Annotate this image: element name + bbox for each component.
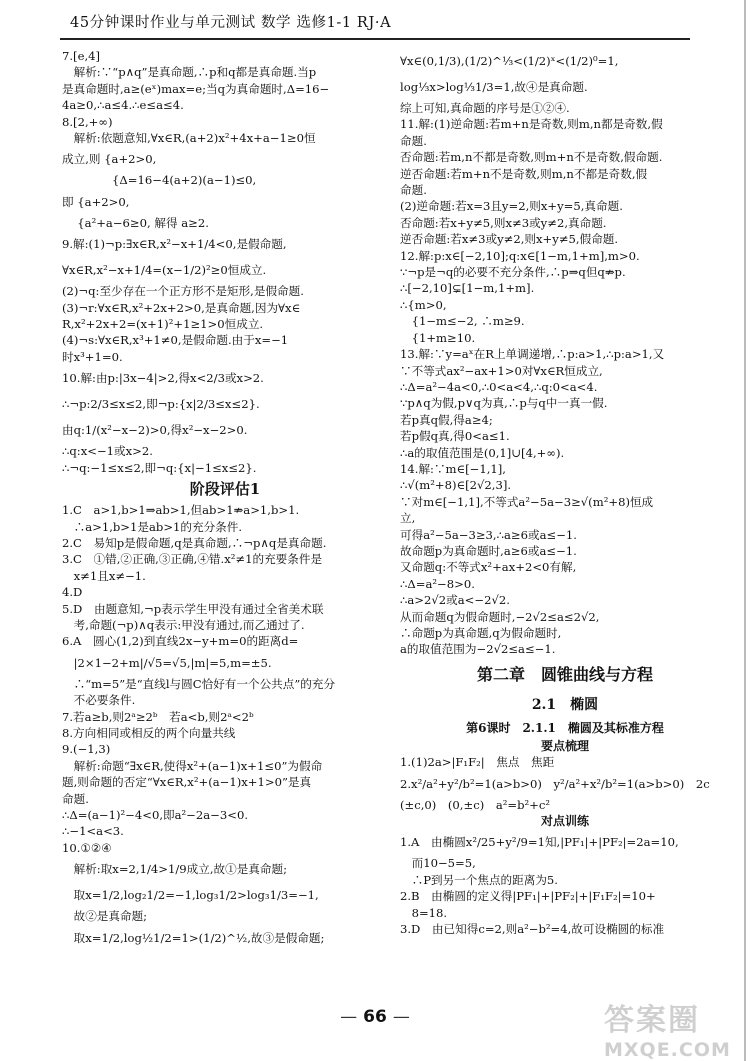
text-line: ∴Δ=a²−4a<0,∴0<a<4,∴q:0<a<4. (400, 379, 598, 394)
text-line: 7.[e,4] (62, 49, 101, 63)
text-line: 5.D 由题意知,¬p表示学生甲没有通过全省美术联 (62, 601, 324, 616)
text-line: ∴¬p:2/3≤x≤2,即¬p:{x|2/3≤x≤2}. (62, 397, 260, 412)
text-line: (3)¬r:∀x∈R,x²+2x+2>0,是真命题,因为∀x∈ (62, 300, 301, 315)
text-line: ∴Δ=a²−8>0. (400, 576, 475, 591)
text-line: 11.解:(1)逆命题:若m+n是奇数,则m,n都是奇数,假 (400, 117, 663, 132)
text-line: 解析:∵“p∧q”是真命题,∴p和q都是真命题.当p (62, 65, 317, 80)
text-line: a的取值范围为−2√2≤a≤−1. (400, 642, 556, 657)
text-line: 13.解:∵y=aˣ在R上单调递增,∴p:a>1,∴p:a>1,又 (400, 347, 665, 362)
text-line: ∴a>2√2或a<−2√2. (400, 593, 510, 608)
text-line: 题,则命题的否定“∀x∈R,x²+(a−1)x+1>0”是真 (62, 775, 312, 790)
page-number: — 66 — (0, 1007, 750, 1027)
text-line: 逆否命题:若m+n不是奇数,则m,n不都是奇数,假 (400, 166, 648, 181)
text-line: 12.解:p:x∈[−2,10];q:x∈[1−m,1+m],m>0. (400, 248, 640, 263)
text-line: 4.D (62, 585, 83, 600)
text-line: ∴[−2,10]⊊[1−m,1+m]. (400, 281, 535, 296)
text-line: ∴a的取值范围是(0,1]∪[4,+∞). (400, 445, 565, 460)
text-line: ∀x∈(0,1/3),(1/2)^⅓<(1/2)ˣ<(1/2)⁰=1, (400, 54, 619, 68)
text-line: 解析:取x=2,1/4>1/9成立,故①是真命题; (62, 862, 287, 877)
text-line: {a²+a−6≥0, 解得 a≥2. (62, 215, 209, 230)
text-line: 取x=1/2,log₂1/2=−1,log₃1/2>log₃1/3=−1, (62, 888, 319, 903)
text-line: 而10−5=5, (400, 856, 476, 871)
text-line: 故命题p为真命题时,a≥6或a≤−1. (400, 543, 577, 558)
text-line: {Δ=16−4(a+2)(a−1)≤0, (62, 173, 257, 188)
text-line: 不必要条件. (62, 693, 136, 708)
text-line: 从而命题q为假命题时,−2√2≤a≤2√2, (400, 609, 600, 624)
text-line: 1.(1)2a>|F₁F₂| 焦点 焦距 (400, 755, 555, 770)
text-line: {1−m≤−2, ∴m≥9. (400, 314, 525, 329)
text-line: ∴{m>0, (400, 297, 447, 312)
text-line: ∵不等式ax²−ax+1>0对∀x∈R恒成立, (400, 363, 603, 378)
text-line: ∴命题p为真命题,q为假命题时, (400, 626, 562, 640)
header-title: 45分钟课时作业与单元测试 数学 选修1-1 RJ·A (70, 15, 392, 31)
text-line: 取x=1/2,log½1/2=1>(1/2)^½,故③是假命题; (62, 930, 325, 945)
text-line: 可得a²−5a−3≥3,∴a≥6或a≤−1. (400, 527, 577, 542)
running-header (60, 8, 690, 40)
text-line: ∴Δ=(a−1)²−4<0,即a²−2a−3<0. (62, 808, 249, 822)
right-column (400, 48, 730, 937)
text-line: 10.解:由p:|3x−4|>2,得x<2/3或x>2. (62, 371, 264, 386)
watermark-logo (604, 995, 742, 1061)
text-line: 故②是真命题; (62, 909, 148, 924)
text-line: (±c,0) (0,±c) a²=b²+c² (400, 797, 551, 812)
text-line: 综上可知,真命题的序号是①②④. (400, 101, 570, 115)
text-line: ∴a>1,b>1是ab>1的充分条件. (62, 519, 243, 534)
text-line: 解析:依题意知,∀x∈R,(a+2)x²+4x+a−1≥0恒 (62, 131, 316, 146)
text-line: 若p真q假,得a≥4; (400, 412, 493, 427)
text-line: (4)¬s:∀x∈R,x³+1≠0,是假命题.由于x=−1 (62, 333, 289, 348)
text-line: ∴¬q:−1≤x≤2,即¬q:{x|−1≤x≤2}. (62, 460, 257, 475)
text-line: 命题. (400, 183, 427, 198)
text-line: 阶段评估1 (189, 480, 261, 499)
left-column (62, 48, 388, 951)
text-line: 8.方向相同或相反的两个向量共线 (62, 725, 236, 740)
watermark-bottom: MXQE.COM (604, 1039, 731, 1061)
text-line: 9.解:(1)¬p:∃x∈R,x²−x+1/4<0,是假命题, (62, 237, 287, 252)
text-line: 3.C ①错,②正确,③正确,④错.x²≠1的充要条件是 (62, 552, 323, 567)
text-line: R,x²+2x+2=(x+1)²+1≥1>0恒成立. (62, 317, 264, 332)
text-line: 时x³+1=0. (62, 349, 123, 364)
text-line: 是真命题时,a≥(eˣ)max=e;当q为真命题时,Δ=16− (62, 81, 330, 96)
text-line: 考,命题(¬p)∧q表示:甲没有通过,而乙通过了. (62, 617, 305, 632)
page-edge (744, 0, 746, 1061)
text-line: ∴q:x<−1或x>2. (62, 444, 153, 459)
text-line: 第二章 圆锥曲线与方程 (476, 664, 653, 684)
text-line: 成立,则 {a+2>0, (62, 152, 157, 167)
watermark-top: 答案圈 (604, 1003, 700, 1038)
text-line: 2.x²/a²+y²/b²=1(a>b>0) y²/a²+x²/b²=1(a>b>0) 2c (400, 776, 710, 791)
text-line: 2.B 由椭圆的定义得|PF₁|+|PF₂|+|F₁F₂|=10+ (400, 889, 656, 904)
text-line: (2)¬q:至少存在一个正方形不是矩形,是假命题. (62, 284, 304, 299)
text-line: 9.(−1,3) (62, 742, 111, 757)
text-line: 又命题q:不等式x²+ax+2<0有解, (400, 560, 577, 575)
text-line: 否命题:若x+y≠5,则x≠3或y≠2,真命题. (400, 215, 607, 230)
text-line: x≠1且x≠−1. (62, 568, 146, 583)
text-line: ∀x∈R,x²−x+1/4=(x−1/2)²≥0恒成立. (62, 263, 267, 278)
text-line: ∵p∧q为假,p∨q为真,∴p与q中一真一假. (400, 396, 608, 411)
text-line: ∵对m∈[−1,1],不等式a²−5a−3≥√(m²+8)恒成 (400, 494, 654, 509)
text-line: 3.D 由已知得c=2,则a²−b²=4,故可设椭圆的标准 (400, 922, 665, 937)
text-line: 要点梳理 (540, 738, 589, 753)
text-line: ∴−1<a<3. (62, 824, 124, 839)
text-line: 6.A 圆心(1,2)到直线2x−y+m=0的距离d= (62, 634, 299, 649)
text-line: 第6课时 2.1.1 椭圆及其标准方程 (466, 720, 664, 735)
text-line: 对点训练 (540, 814, 589, 829)
text-line: 1.A 由椭圆x²/25+y²/9=1知,|PF₁|+|PF₂|=2a=10, (400, 835, 679, 850)
text-line: 逆否命题:若x≠3或y≠2,则x+y≠5,假命题. (400, 232, 619, 247)
text-line: 解析:命题“∃x∈R,使得x²+(a−1)x+1≤0”为假命 (62, 758, 323, 773)
text-line: 由q:1/(x²−x−2)>0,得x²−x−2>0. (62, 423, 248, 438)
text-line: 1.C a>1,b>1⇒ab>1,但ab>1⇏a>1,b>1. (62, 503, 300, 518)
text-line: 4a≥0,∴a≤4.∴e≤a≤4. (62, 98, 184, 113)
text-line: 命题. (62, 791, 89, 806)
text-line: ∴P到另一个焦点的距离为5. (400, 872, 558, 887)
text-line: 14.解:∵m∈[−1,1], (400, 461, 506, 476)
text-line: 立, (400, 511, 416, 526)
text-line: 8=18. (400, 905, 448, 920)
text-line: |2×1−2+m|/√5=√5,|m|=5,m=±5. (62, 655, 272, 670)
text-line: 若p假q真,得0<a≤1. (400, 429, 510, 444)
text-line: log⅓x>log⅓1/3=1,故④是真命题. (400, 80, 588, 94)
text-line: 即 {a+2>0, (62, 194, 130, 209)
text-line: 7.若a≥b,则2ᵃ≥2ᵇ 若a<b,则2ᵃ<2ᵇ (62, 709, 254, 724)
text-line: 10.①②④ (62, 840, 112, 855)
text-line: 2.1 椭圆 (531, 696, 599, 713)
text-line: ∴“m=5”是“直线l与圆C恰好有一个公共点”的充分 (62, 676, 336, 691)
text-line: 否命题:若m,n不都是奇数,则m+n不是奇数,假命题. (400, 150, 663, 165)
text-line: 2.C 易知p是假命题,q是真命题,∴¬p∧q是真命题. (62, 535, 327, 550)
text-line: 命题. (400, 133, 427, 148)
text-line: {1+m≥10. (400, 330, 476, 345)
text-line: 8.[2,+∞) (62, 114, 113, 129)
text-line: ∴√(m²+8)∈[2√2,3]. (400, 478, 512, 493)
text-line: (2)逆命题:若x=3且y=2,则x+y=5,真命题. (400, 199, 623, 214)
text-line: ∵¬p是¬q的必要不充分条件,∴p⇒q但q⇏p. (400, 265, 626, 280)
